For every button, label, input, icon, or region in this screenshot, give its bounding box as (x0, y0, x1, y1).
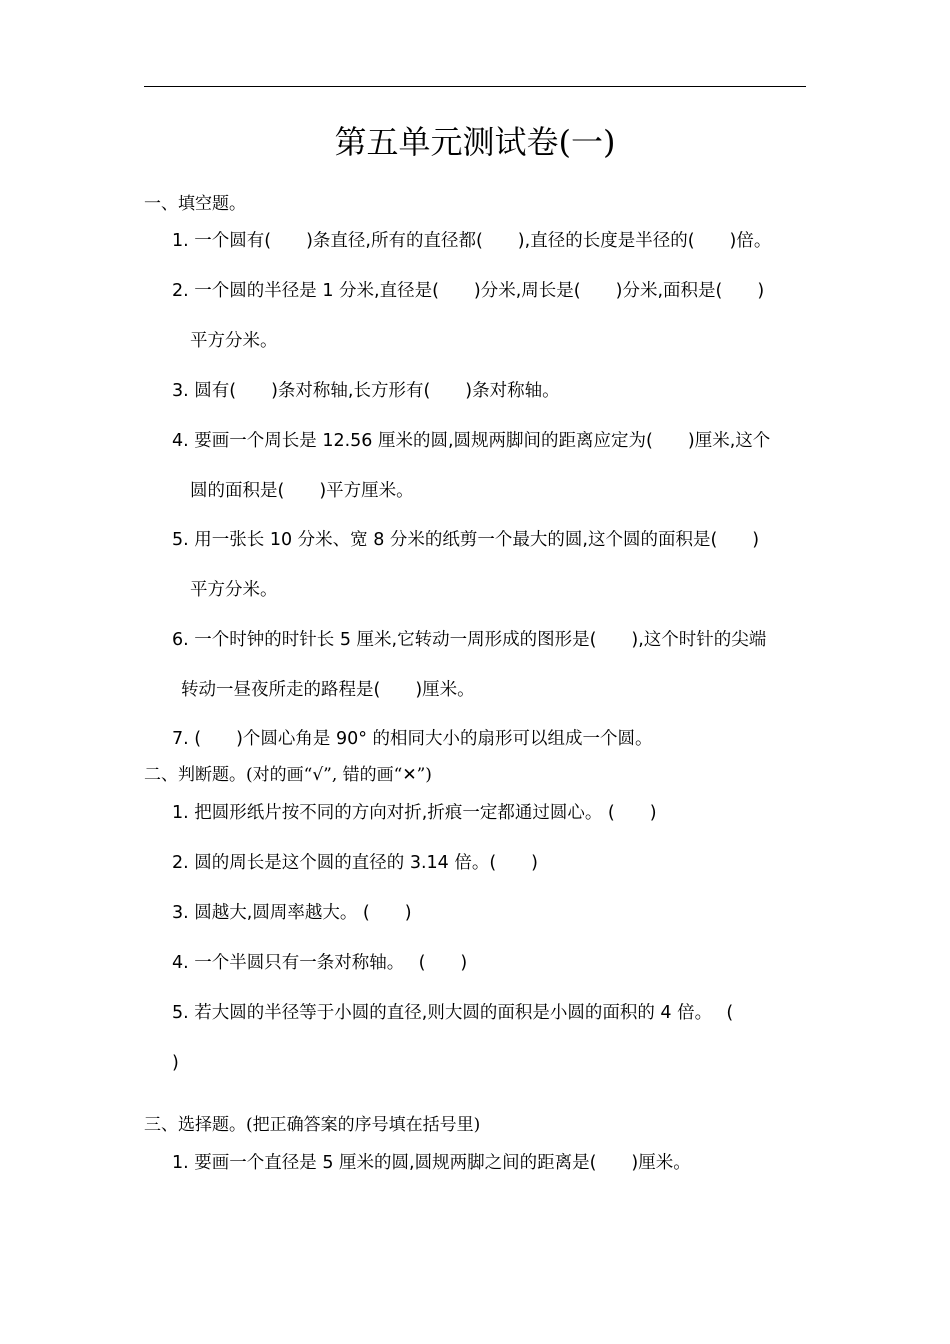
question-1-5-continued: 平方分米。 (190, 580, 278, 600)
question-2-1: 1. 把圆形纸片按不同的方向对折,折痕一定都通过圆心。 ( ) (172, 803, 657, 823)
question-2-5-continued: ) (172, 1053, 179, 1073)
question-1-6-continued: 转动一昼夜所走的路程是( )厘米。 (181, 680, 475, 700)
section-heading-multiple-choice: 三、选择题。(把正确答案的序号填在括号里) (144, 1115, 481, 1135)
question-1-4-continued: 圆的面积是( )平方厘米。 (190, 481, 414, 501)
question-3-1: 1. 要画一个直径是 5 厘米的圆,圆规两脚之间的距离是( )厘米。 (172, 1153, 691, 1173)
section-heading-true-false: 二、判断题。(对的画“√”, 错的画“✕”) (144, 765, 432, 785)
question-2-3: 3. 圆越大,圆周率越大。 ( ) (172, 903, 412, 923)
question-1-4: 4. 要画一个周长是 12.56 厘米的圆,圆规两脚间的距离应定为( )厘米,这个 (172, 431, 771, 451)
top-rule (144, 86, 806, 87)
section-heading-fill-blank: 一、填空题。 (144, 194, 246, 214)
question-1-7: 7. ( )个圆心角是 90° 的相同大小的扇形可以组成一个圆。 (172, 729, 653, 749)
question-1-2-continued: 平方分米。 (190, 331, 278, 351)
question-2-2: 2. 圆的周长是这个圆的直径的 3.14 倍。( ) (172, 853, 539, 873)
question-1-6: 6. 一个时钟的时针长 5 厘米,它转动一周形成的图形是( ),这个时针的尖端 (172, 630, 767, 650)
question-1-1: 1. 一个圆有( )条直径,所有的直径都( ),直径的长度是半径的( )倍。 (172, 231, 772, 251)
question-2-4: 4. 一个半圆只有一条对称轴。 ( ) (172, 953, 468, 973)
page-title: 第五单元测试卷(一) (334, 123, 616, 161)
question-1-5: 5. 用一张长 10 分米、宽 8 分米的纸剪一个最大的圆,这个圆的面积是( ) (172, 530, 760, 550)
question-1-3: 3. 圆有( )条对称轴,长方形有( )条对称轴。 (172, 381, 560, 401)
question-1-2: 2. 一个圆的半径是 1 分米,直径是( )分米,周长是( )分米,面积是( ) (172, 281, 765, 301)
question-2-5: 5. 若大圆的半径等于小圆的直径,则大圆的面积是小圆的面积的 4 倍。 ( (172, 1003, 734, 1023)
